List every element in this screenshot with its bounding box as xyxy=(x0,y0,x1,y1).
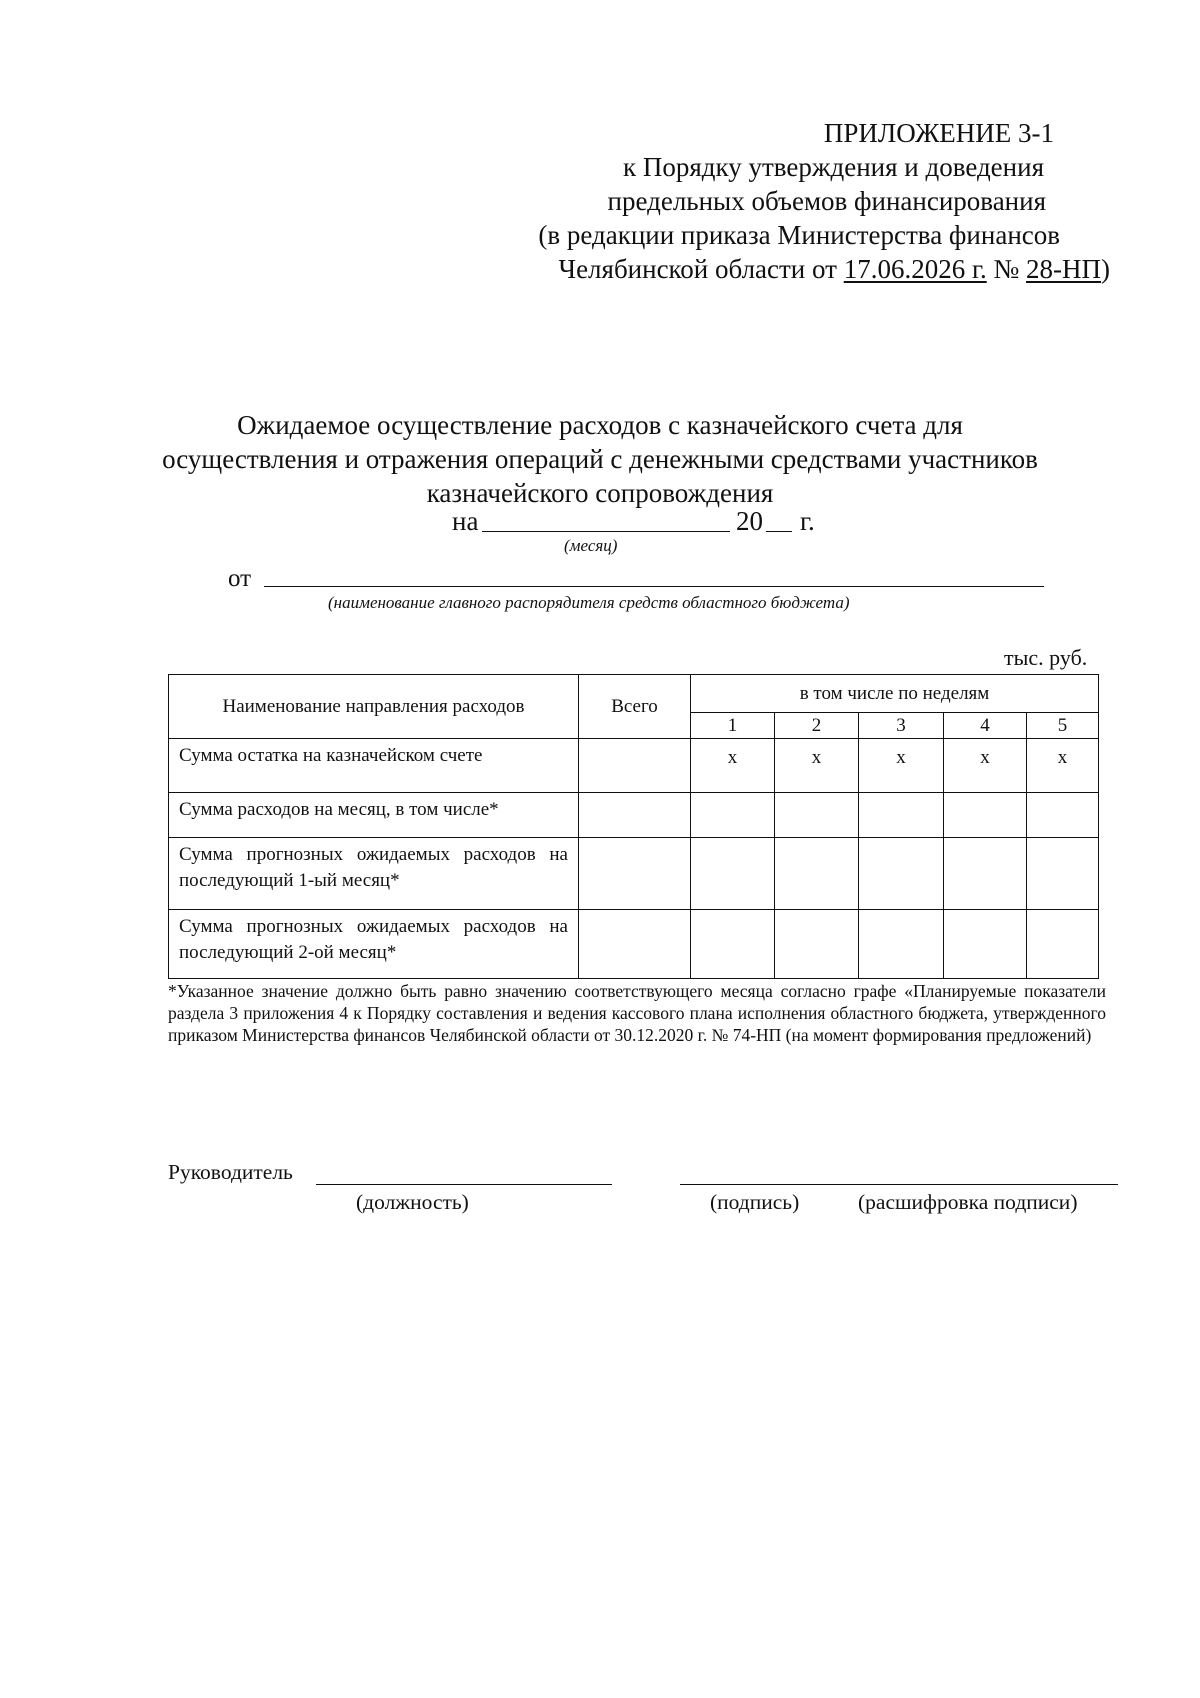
header-line-1: к Порядку утверждения и доведения xyxy=(622,152,1044,182)
week-cell: x xyxy=(944,739,1027,793)
header-close-paren: ) xyxy=(1101,254,1110,284)
week-number: 4 xyxy=(944,713,1027,739)
week-cell[interactable] xyxy=(944,838,1027,910)
footnote: *Указанное значение должно быть равно значению соответствующего месяца согласно графе «Планируемые показатели раздела 3 приложения 4 к Порядку составления и ведения кассового плана исполнения областного бюджета, утвержденного приказом Министерства финансов Челябинской области от 30.12.2020 г. № 74-НП (на момент формирования предложений) xyxy=(168,981,1106,1045)
row-label: Сумма остатка на казначейском счете xyxy=(169,739,579,793)
position-line[interactable] xyxy=(316,1184,612,1185)
month-caption: (месяц) xyxy=(564,536,618,555)
year-suffix: г. xyxy=(800,506,815,536)
signature-head-label: Руководитель xyxy=(168,1160,293,1184)
week-cell[interactable] xyxy=(1027,793,1099,838)
header-total-cell: Всего xyxy=(579,675,691,739)
week-cell[interactable] xyxy=(1027,910,1099,979)
week-cell: x xyxy=(859,739,944,793)
week-cell[interactable] xyxy=(944,793,1027,838)
row-label: Сумма расходов на месяц, в том числе* xyxy=(169,793,579,838)
ot-caption: (наименование главного распорядителя средств областного бюджета) xyxy=(328,593,850,612)
week-number: 3 xyxy=(859,713,944,739)
position-caption: (должность) xyxy=(356,1190,469,1214)
header-line-3: (в редакции приказа Министерства финансов xyxy=(538,220,1060,250)
expense-table xyxy=(168,674,1099,979)
title-line-1: Ожидаемое осуществление расходов с казначейского счета для xyxy=(237,410,963,440)
week-number: 2 xyxy=(775,713,859,739)
signature-line[interactable] xyxy=(680,1184,1118,1185)
header-line-2: предельных объемов финансирования xyxy=(607,186,1046,216)
week-cell[interactable] xyxy=(859,910,944,979)
ot-blank-line xyxy=(264,586,1044,587)
row-label: Сумма прогнозных ожидаемых расходов на последующий 1-ый месяц* xyxy=(169,838,579,910)
week-cell[interactable] xyxy=(691,838,775,910)
title-line-2: осуществления и отражения операций с денежными средствами участников xyxy=(162,444,1038,474)
na-label: на xyxy=(452,506,479,536)
row-label: Сумма прогнозных ожидаемых расходов на последующий 2-ой месяц* xyxy=(169,910,579,979)
week-cell[interactable] xyxy=(775,838,859,910)
week-cell[interactable] xyxy=(944,910,1027,979)
table-row xyxy=(169,910,1099,979)
order-number: 28-НП xyxy=(1026,254,1101,284)
total-cell[interactable] xyxy=(579,739,691,793)
order-date: 17.06.2026 г. xyxy=(843,254,987,284)
signature-caption: (подпись) xyxy=(710,1190,800,1214)
week-cell[interactable] xyxy=(775,793,859,838)
year-blank-line xyxy=(766,531,792,532)
table-header-row xyxy=(169,675,1099,713)
header-line-4 xyxy=(500,252,1110,286)
appendix-title: ПРИЛОЖЕНИЕ 3-1 xyxy=(823,118,1054,148)
week-cell[interactable] xyxy=(859,838,944,910)
total-cell[interactable] xyxy=(579,793,691,838)
title-line-3: казначейского сопровождения xyxy=(426,478,774,508)
month-blank-line xyxy=(482,531,730,532)
order-num-prefix: № xyxy=(986,254,1026,284)
week-cell[interactable] xyxy=(691,793,775,838)
week-cell[interactable] xyxy=(1027,838,1099,910)
ot-label: от xyxy=(228,565,252,592)
week-cell[interactable] xyxy=(859,793,944,838)
table-row xyxy=(169,739,1099,793)
units-label: тыс. руб. xyxy=(1004,645,1088,670)
table-row xyxy=(169,793,1099,838)
header-name-cell: Наименование направления расходов xyxy=(169,675,579,739)
header-line-4-prefix: Челябинской области от xyxy=(558,254,844,284)
week-cell: x xyxy=(1027,739,1099,793)
header-weeks-cell: в том числе по неделям xyxy=(691,675,1099,713)
year-prefix: 20 xyxy=(736,506,763,536)
week-cell[interactable] xyxy=(691,910,775,979)
week-number: 1 xyxy=(691,713,775,739)
week-number: 5 xyxy=(1027,713,1099,739)
document-title xyxy=(150,408,1050,510)
total-cell[interactable] xyxy=(579,838,691,910)
signature-decode-caption: (расшифровка подписи) xyxy=(858,1190,1078,1214)
total-cell[interactable] xyxy=(579,910,691,979)
week-cell[interactable] xyxy=(775,910,859,979)
week-cell: x xyxy=(775,739,859,793)
week-cell: x xyxy=(691,739,775,793)
table-row xyxy=(169,838,1099,910)
header-block xyxy=(500,116,1110,286)
